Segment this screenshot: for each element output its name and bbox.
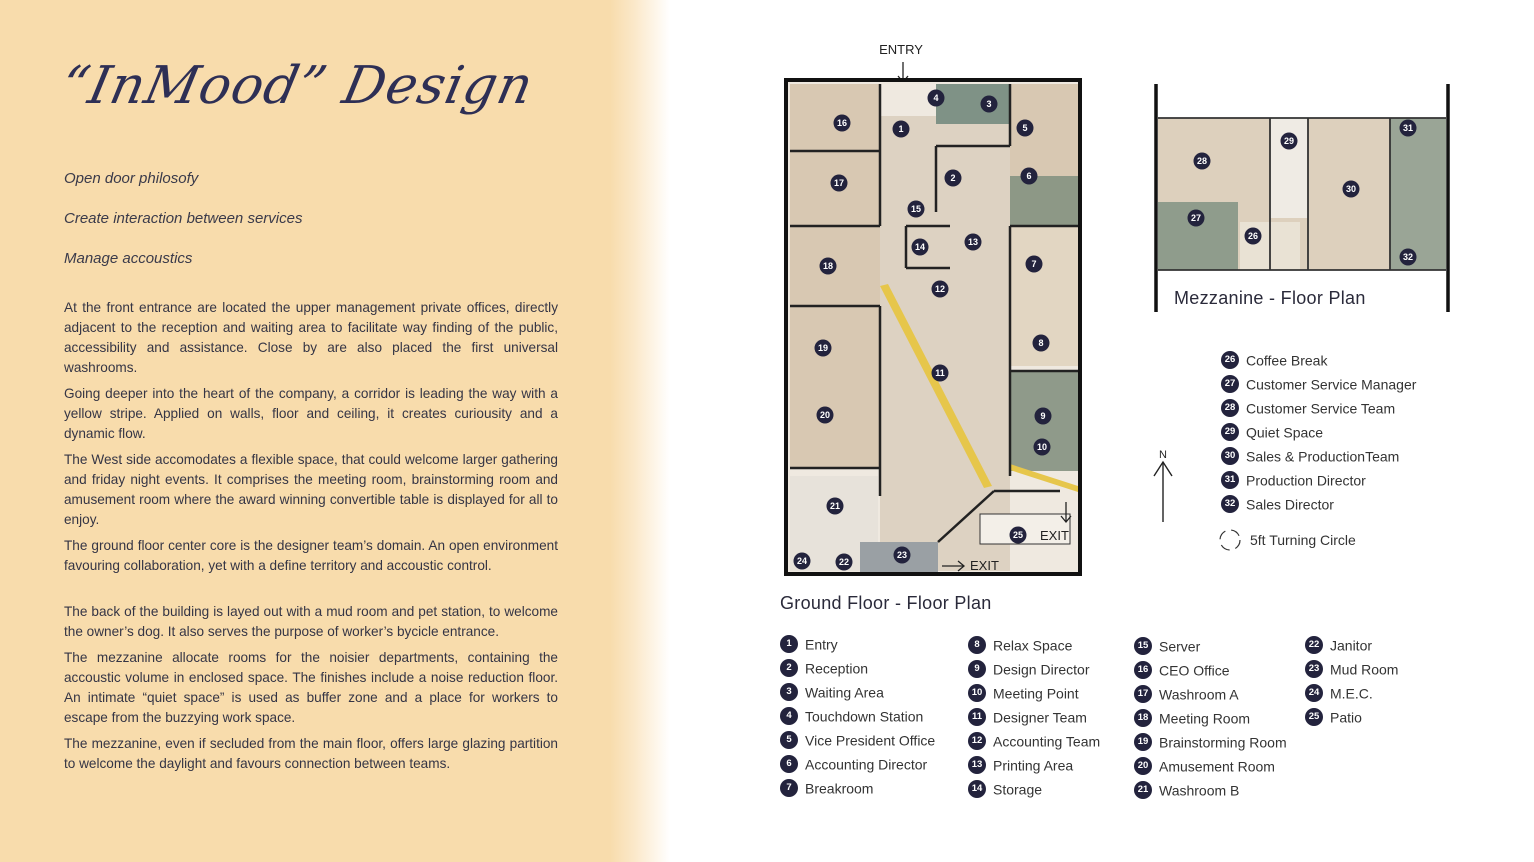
- svg-text:27: 27: [1190, 213, 1202, 223]
- legend-item-breakroom: 7 Breakroom: [780, 779, 873, 797]
- svg-text:25: 25: [1012, 530, 1024, 540]
- svg-text:20: 20: [819, 410, 831, 420]
- plan-marker-20: [817, 407, 834, 424]
- svg-text:26: 26: [1247, 231, 1259, 241]
- motto-2: Create interaction between services: [64, 210, 303, 227]
- plan-marker-10: [1034, 439, 1051, 456]
- svg-text:5: 5: [1022, 123, 1028, 133]
- paragraph-entrance: At the front entrance are located the upper management private offices, directly adjacent to the reception and waiting area to facilitate way finding of the public, accessibility and assistance. Close by are also placed the first universal washrooms.: [64, 300, 558, 375]
- legend-item-design-director: 9 Design Director: [968, 660, 1089, 678]
- svg-text:28: 28: [1196, 156, 1208, 166]
- legend-item-amusement-room: 20 Amusement Room: [1134, 757, 1275, 775]
- legend-item-sales-production-team: 30 Sales & ProductionTeam: [1221, 447, 1399, 465]
- legend-item-mec: 24 M.E.C.: [1305, 684, 1373, 702]
- svg-text:12: 12: [934, 284, 946, 294]
- legend-item-meeting-point: 10 Meeting Point: [968, 684, 1079, 702]
- legend-item-entry: 1 Entry: [780, 635, 838, 653]
- plan-marker-23: [894, 547, 911, 564]
- legend-item-storage: 14 Storage: [968, 780, 1042, 798]
- plan-marker-5: [1017, 120, 1034, 137]
- plan-marker-15: [908, 201, 925, 218]
- paragraph-center-core: The ground floor center core is the designer team’s domain. An open environment favouring collaboration, yet with a define territory and accoustic control.: [64, 538, 558, 573]
- legend-item-brainstorming-room: 19 Brainstorming Room: [1134, 733, 1287, 751]
- plan-marker-25: [1010, 527, 1027, 544]
- svg-text:1: 1: [898, 124, 904, 134]
- ground-floor-plan-title: Ground Floor - Floor Plan: [780, 593, 992, 613]
- legend-item-touchdown-station: 4 Touchdown Station: [780, 707, 923, 725]
- panel-fade: [610, 0, 670, 862]
- mezzanine-plan-title: Mezzanine - Floor Plan: [1174, 288, 1366, 308]
- paragraph-mezzanine-glazing: The mezzanine, even if secluded from the main floor, offers large glazing partition to welcome the daylight and favours connection between teams.: [64, 736, 558, 771]
- plan-marker-3: [981, 96, 998, 113]
- legend-item-server: 15 Server: [1134, 637, 1200, 655]
- svg-text:30: 30: [1345, 184, 1357, 194]
- plan-marker-26: [1245, 228, 1262, 245]
- svg-text:11: 11: [935, 368, 945, 378]
- legend-item-relax-space: 8 Relax Space: [968, 636, 1072, 654]
- plan-marker-19: [815, 340, 832, 357]
- legend-item-vice-president-office: 5 Vice President Office: [780, 731, 935, 749]
- plan-marker-4: [928, 90, 945, 107]
- legend-item-meeting-room: 18 Meeting Room: [1134, 709, 1250, 727]
- svg-text:19: 19: [817, 343, 829, 353]
- legend-item-waiting-area: 3 Waiting Area: [780, 683, 884, 701]
- north-label: N: [1159, 449, 1167, 461]
- legend-item-washroom-b: 21 Washroom B: [1134, 781, 1239, 799]
- svg-text:23: 23: [896, 550, 908, 560]
- legend-item-customer-service-manager: 27 Customer Service Manager: [1221, 375, 1416, 393]
- motto-3: Manage accoustics: [64, 250, 193, 267]
- mezzanine-plan: [1150, 82, 1460, 317]
- svg-text:15: 15: [910, 204, 922, 214]
- plan-marker-9: [1035, 408, 1052, 425]
- svg-text:8: 8: [1038, 338, 1044, 348]
- plan-marker-14: [912, 239, 929, 256]
- plan-marker-27: [1188, 210, 1205, 227]
- paragraph-mezzanine-rooms: The mezzanine allocate rooms for the noisier departments, containing the accoustic volume in enclosed space. The finishes include a noise reduction floor. An intimate “quiet space” is used as buffer zone and a place for workers to escape from the buzzying work space.: [64, 650, 558, 725]
- svg-text:4: 4: [933, 93, 939, 103]
- plan-marker-11: [932, 365, 949, 382]
- turning-circle-icon: [1214, 529, 1246, 551]
- svg-text:14: 14: [914, 242, 926, 252]
- svg-text:2: 2: [950, 173, 956, 183]
- legend-item-printing-area: 13 Printing Area: [968, 756, 1073, 774]
- plan-marker-30: [1343, 181, 1360, 198]
- legend-item-customer-service-team: 28 Customer Service Team: [1221, 399, 1395, 417]
- plan-marker-12: [932, 281, 949, 298]
- legend-item-production-director: 31 Production Director: [1221, 471, 1366, 489]
- legend-item-coffee-break: 26 Coffee Break: [1221, 351, 1327, 369]
- ground-floor-plan: [760, 36, 1100, 586]
- legend-item-mud-room: 23 Mud Room: [1305, 660, 1398, 678]
- plan-marker-2: [945, 170, 962, 187]
- entry-label: ENTRY: [879, 42, 923, 57]
- exit-label-back: EXIT: [970, 558, 999, 573]
- plan-marker-7: [1026, 256, 1043, 273]
- legend-item-designer-team: 11 Designer Team: [968, 708, 1087, 726]
- plan-marker-32: [1400, 249, 1417, 266]
- legend-item-accounting-director: 6 Accounting Director: [780, 755, 927, 773]
- legend-item-reception: 2 Reception: [780, 659, 868, 677]
- svg-text:31: 31: [1402, 123, 1414, 133]
- legend-item-accounting-team: 12 Accounting Team: [968, 732, 1100, 750]
- legend-item-quiet-space: 29 Quiet Space: [1221, 423, 1323, 441]
- legend-item-turning-circle: 5ft Turning Circle: [1214, 529, 1356, 551]
- plan-marker-6: [1021, 168, 1038, 185]
- exit-label-patio: EXIT: [1040, 528, 1069, 543]
- legend-item-washroom-a: 17 Washroom A: [1134, 685, 1239, 703]
- page-title: “InMood” Design: [55, 56, 539, 116]
- paragraph-corridor: Going deeper into the heart of the company, a corridor is leading the way with a yellow stripe. Applied on walls, floor and ceiling, it creates curiousity and a dynamic flow.: [64, 386, 558, 441]
- legend-item-patio: 25 Patio: [1305, 708, 1362, 726]
- legend-item-ceo-office: 16 CEO Office: [1134, 661, 1230, 679]
- svg-text:32: 32: [1402, 252, 1414, 262]
- svg-text:22: 22: [838, 557, 850, 567]
- plan-marker-24: [794, 553, 811, 570]
- north-arrow-icon: [1150, 446, 1176, 526]
- legend-item-sales-director: 32 Sales Director: [1221, 495, 1334, 513]
- svg-text:3: 3: [986, 99, 992, 109]
- svg-text:6: 6: [1026, 171, 1032, 181]
- motto-1: Open door philosofy: [64, 170, 199, 187]
- plan-marker-13: [965, 234, 982, 251]
- svg-text:13: 13: [967, 237, 979, 247]
- svg-text:7: 7: [1031, 259, 1037, 269]
- svg-text:18: 18: [822, 261, 834, 271]
- svg-text:16: 16: [836, 118, 848, 128]
- plan-marker-17: [831, 175, 848, 192]
- left-panel: [0, 0, 640, 862]
- plan-marker-1: [893, 121, 910, 138]
- plan-marker-18: [820, 258, 837, 275]
- svg-text:9: 9: [1040, 411, 1046, 421]
- plan-marker-16: [834, 115, 851, 132]
- plan-marker-28: [1194, 153, 1211, 170]
- paragraph-west-side: The West side accomodates a flexible space, that could welcome larger gathering and friday night events. It comprises the meeting room, brainstorming room and amusement room where the award winning convertible table is displayed for all to enjoy.: [64, 452, 558, 527]
- svg-text:17: 17: [833, 178, 845, 188]
- plan-marker-8: [1033, 335, 1050, 352]
- svg-text:10: 10: [1036, 442, 1048, 452]
- plan-marker-22: [836, 554, 853, 571]
- plan-marker-21: [827, 498, 844, 515]
- svg-text:29: 29: [1283, 136, 1295, 146]
- paragraph-back: The back of the building is layed out with a mud room and pet station, to welcome the owner’s dog. It also serves the purpose of worker’s bycicle entrance.: [64, 604, 558, 639]
- plan-marker-29: [1281, 133, 1298, 150]
- plan-marker-31: [1400, 120, 1417, 137]
- svg-text:21: 21: [829, 501, 841, 511]
- svg-text:24: 24: [796, 556, 808, 566]
- legend-item-janitor: 22 Janitor: [1305, 636, 1372, 654]
